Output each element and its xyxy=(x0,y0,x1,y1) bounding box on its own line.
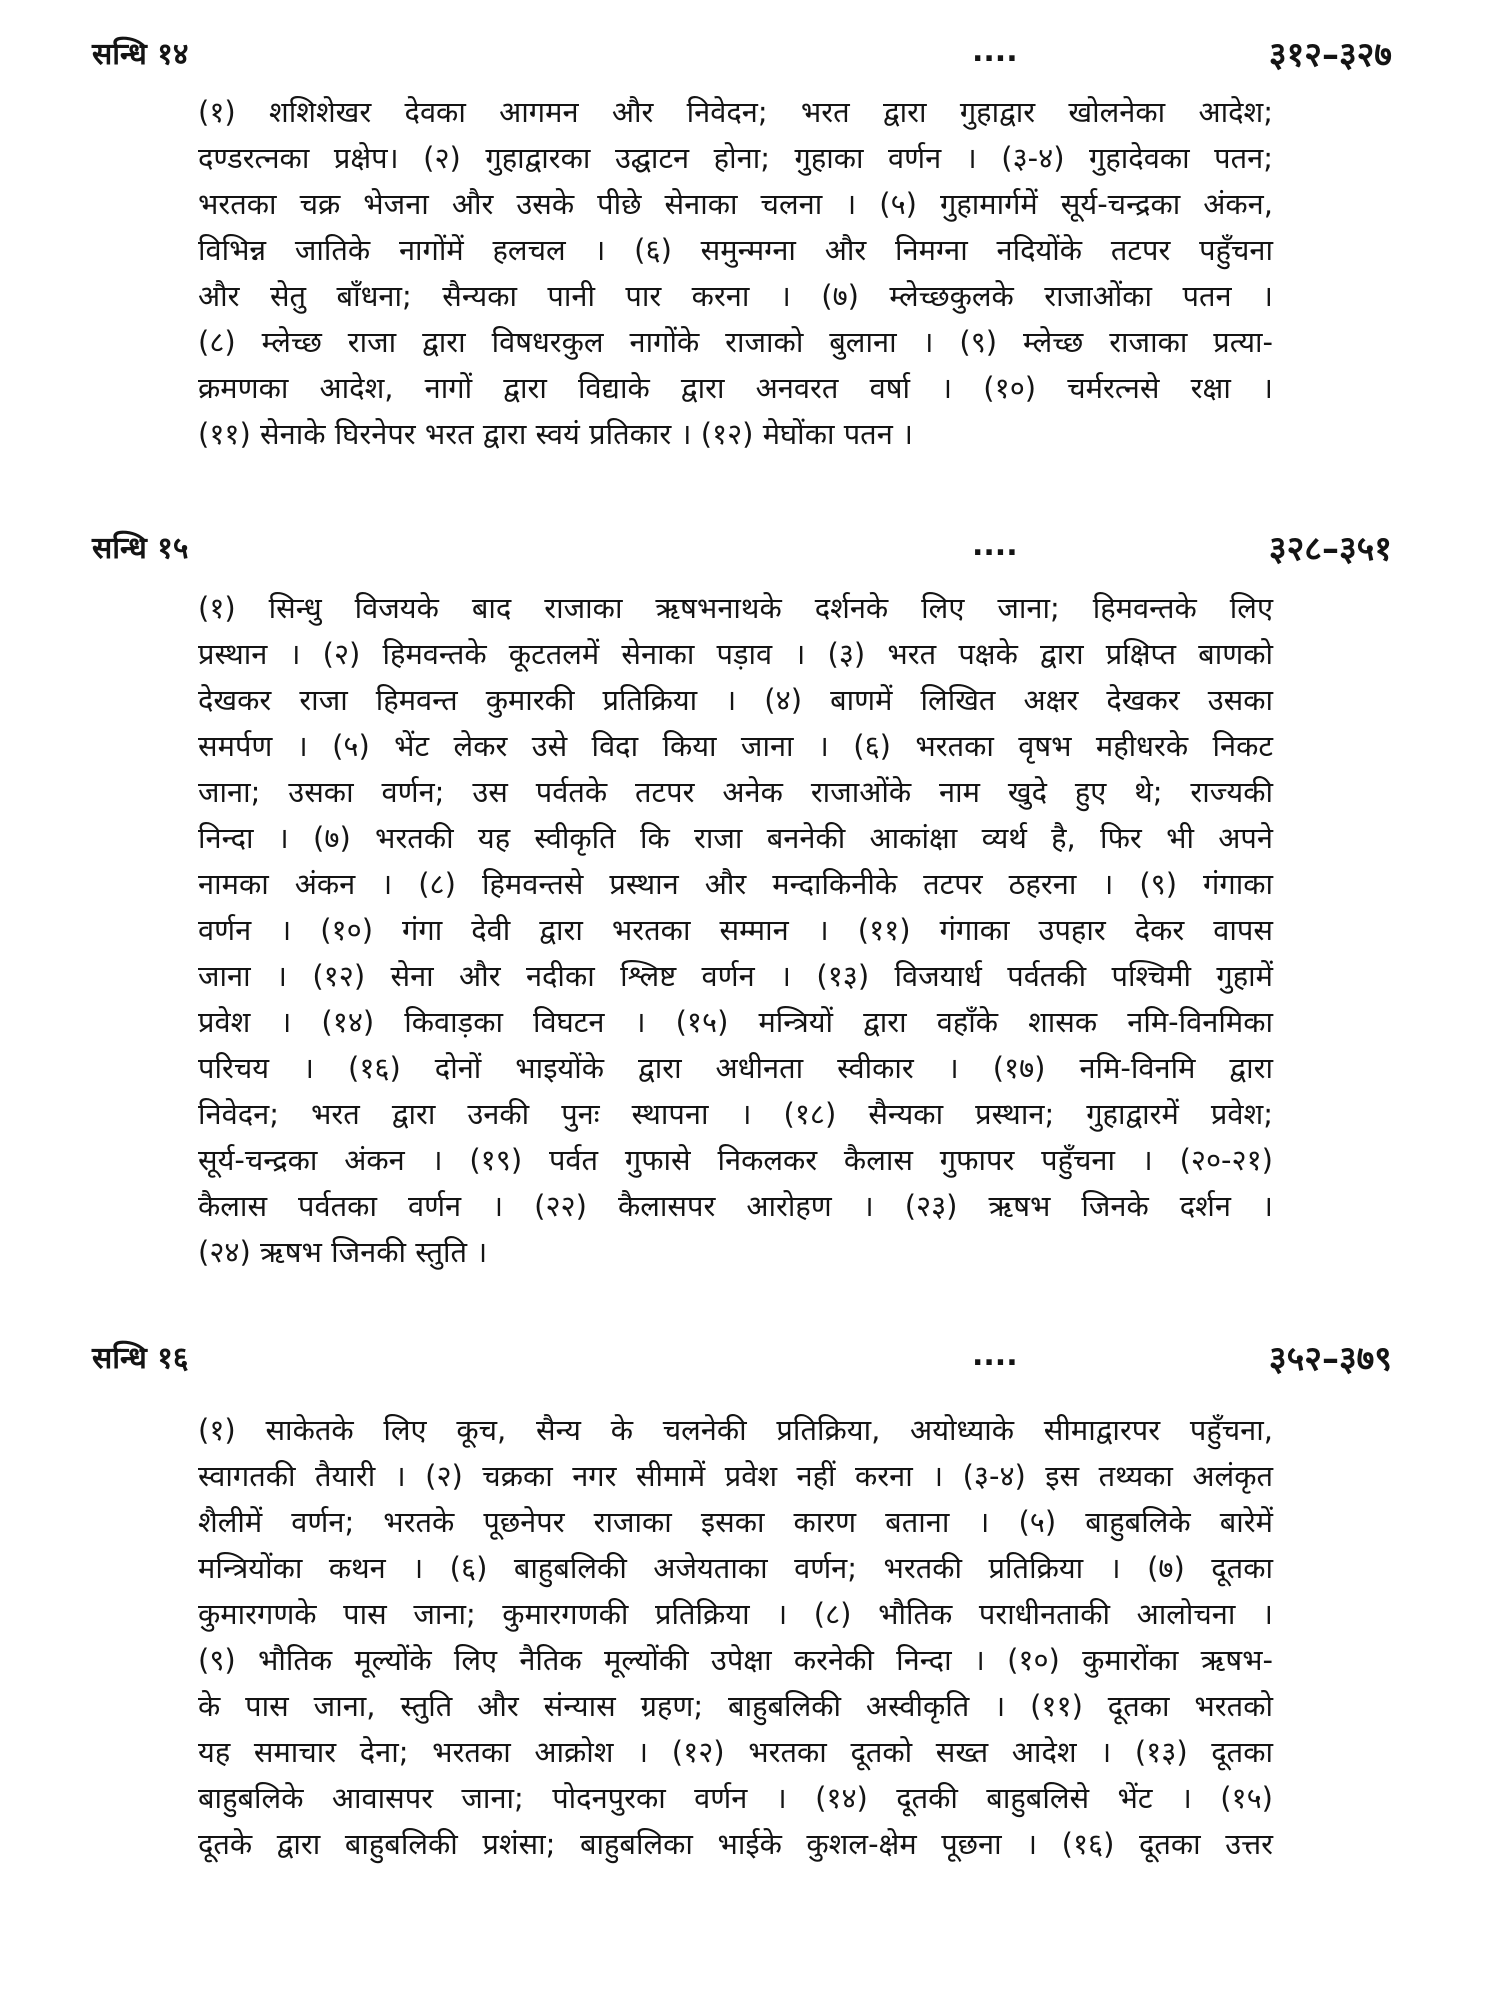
paragraph-line: समर्पण । (५) भेंट लेकर उसे विदा किया जाना । (६) भरतका वृषभ महीधरके निकट xyxy=(198,729,1273,763)
section-header xyxy=(92,524,1392,574)
paragraph-line: (११) सेनाके घिरनेपर भरत द्वारा स्वयं प्रतिकार । (१२) मेघोंका पतन । xyxy=(198,417,913,451)
paragraph-line: स्वागतकी तैयारी । (२) चक्रका नगर सीमामें प्रवेश नहीं करना । (३-४) इस तथ्यका अलंकृत xyxy=(198,1459,1273,1493)
paragraph-line: निवेदन; भरत द्वारा उनकी पुनः स्थापना । (१८) सैन्यका प्रस्थान; गुहाद्वारमें प्रवेश; xyxy=(198,1097,1273,1131)
section-header xyxy=(92,1334,1392,1384)
section-page-range: ३१२–३२७ xyxy=(1268,35,1392,75)
paragraph-line: जाना । (१२) सेना और नदीका श्लिष्ट वर्णन । (१३) विजयार्ध पर्वतकी पश्चिमी गुहामें xyxy=(198,959,1273,993)
paragraph-line: भरतका चक्र भेजना और उसके पीछे सेनाका चलना । (५) गुहामार्गमें सूर्य-चन्द्रका अंकन, xyxy=(198,187,1273,221)
section-leader-dots: .... xyxy=(972,34,1018,69)
paragraph-line: (२४) ऋषभ जिनकी स्तुति । xyxy=(198,1235,488,1269)
paragraph-line: निन्दा । (७) भरतकी यह स्वीकृति कि राजा बननेकी आकांक्षा व्यर्थ है, फिर भी अपने xyxy=(198,821,1273,855)
paragraph-line: के पास जाना, स्तुति और संन्यास ग्रहण; बाहुबलिकी अस्वीकृति । (११) दूतका भरतको xyxy=(198,1689,1273,1723)
paragraph-line: दूतके द्वारा बाहुबलिकी प्रशंसा; बाहुबलिका भाईके कुशल-क्षेम पूछना । (१६) दूतका उत्तर xyxy=(198,1827,1273,1861)
section-title: सन्धि १६ xyxy=(92,1341,189,1376)
section-header xyxy=(92,30,1392,80)
paragraph-line: जाना; उसका वर्णन; उस पर्वतके तटपर अनेक राजाओंके नाम खुदे हुए थे; राज्यकी xyxy=(198,775,1273,809)
paragraph-line: मन्त्रियोंका कथन । (६) बाहुबलिकी अजेयताका वर्णन; भरतकी प्रतिक्रिया । (७) दूतका xyxy=(198,1551,1273,1585)
paragraph-line: परिचय । (१६) दोनों भाइयोंके द्वारा अधीनता स्वीकार । (१७) नमि-विनमि द्वारा xyxy=(198,1051,1273,1085)
section-leader-dots: .... xyxy=(972,528,1018,563)
paragraph-line: कैलास पर्वतका वर्णन । (२२) कैलासपर आरोहण । (२३) ऋषभ जिनके दर्शन । xyxy=(198,1189,1273,1223)
paragraph-line: प्रवेश । (१४) किवाड़का विघटन । (१५) मन्त्रियों द्वारा वहाँके शासक नमि-विनमिका xyxy=(198,1005,1273,1039)
paragraph-line: देखकर राजा हिमवन्त कुमारकी प्रतिक्रिया । (४) बाणमें लिखित अक्षर देखकर उसका xyxy=(198,683,1273,717)
paragraph-line: दण्डरत्नका प्रक्षेप। (२) गुहाद्वारका उद्घाटन होना; गुहाका वर्णन । (३-४) गुहादेवका पतन; xyxy=(198,141,1273,175)
section-title: सन्धि १४ xyxy=(92,37,189,72)
section-leader-dots: .... xyxy=(972,1338,1018,1373)
paragraph-line: और सेतु बाँधना; सैन्यका पानी पार करना । (७) म्लेच्छकुलके राजाओंका पतन । xyxy=(198,279,1273,313)
section-page-range: ३२८–३५१ xyxy=(1268,529,1392,569)
paragraph-line: (१) शशिशेखर देवका आगमन और निवेदन; भरत द्वारा गुहाद्वार खोलनेका आदेश; xyxy=(198,95,1273,129)
paragraph-line: (१) साकेतके लिए कूच, सैन्य के चलनेकी प्रतिक्रिया, अयोध्याके सीमाद्वारपर पहुँचना, xyxy=(198,1413,1273,1447)
paragraph-line: सूर्य-चन्द्रका अंकन । (१९) पर्वत गुफासे निकलकर कैलास गुफापर पहुँचना । (२०-२१) xyxy=(198,1143,1273,1177)
paragraph-line: क्रमणका आदेश, नागों द्वारा विद्याके द्वारा अनवरत वर्षा । (१०) चर्मरत्नसे रक्षा । xyxy=(198,371,1273,405)
paragraph-line: (१) सिन्धु विजयके बाद राजाका ऋषभनाथके दर्शनके लिए जाना; हिमवन्तके लिए xyxy=(198,591,1273,625)
paragraph-line: प्रस्थान । (२) हिमवन्तके कूटतलमें सेनाका पड़ाव । (३) भरत पक्षके द्वारा प्रक्षिप्त बाणको xyxy=(198,637,1273,671)
paragraph-line: नामका अंकन । (८) हिमवन्तसे प्रस्थान और मन्दाकिनीके तटपर ठहरना । (९) गंगाका xyxy=(198,867,1273,901)
paragraph-line: विभिन्न जातिके नागोंमें हलचल । (६) समुन्मग्ना और निमग्ना नदियोंके तटपर पहुँचना xyxy=(198,233,1273,267)
paragraph-line: वर्णन । (१०) गंगा देवी द्वारा भरतका सम्मान । (११) गंगाका उपहार देकर वापस xyxy=(198,913,1273,947)
paragraph-line: कुमारगणके पास जाना; कुमारगणकी प्रतिक्रिया । (८) भौतिक पराधीनताकी आलोचना । xyxy=(198,1597,1273,1631)
paragraph-line: बाहुबलिके आवासपर जाना; पोदनपुरका वर्णन । (१४) दूतकी बाहुबलिसे भेंट । (१५) xyxy=(198,1781,1273,1815)
paragraph-line: (९) भौतिक मूल्योंके लिए नैतिक मूल्योंकी उपेक्षा करनेकी निन्दा । (१०) कुमारोंका ऋषभ- xyxy=(198,1643,1273,1677)
section-page-range: ३५२–३७९ xyxy=(1268,1339,1392,1379)
paragraph-line: (८) म्लेच्छ राजा द्वारा विषधरकुल नागोंके राजाको बुलाना । (९) म्लेच्छ राजाका प्रत्या- xyxy=(198,325,1273,359)
paragraph-line: यह समाचार देना; भरतका आक्रोश । (१२) भरतका दूतको सख्त आदेश । (१३) दूतका xyxy=(198,1735,1273,1769)
section-title: सन्धि १५ xyxy=(92,531,189,566)
paragraph-line: शैलीमें वर्णन; भरतके पूछनेपर राजाका इसका कारण बताना । (५) बाहुबलिके बारेमें xyxy=(198,1505,1273,1539)
